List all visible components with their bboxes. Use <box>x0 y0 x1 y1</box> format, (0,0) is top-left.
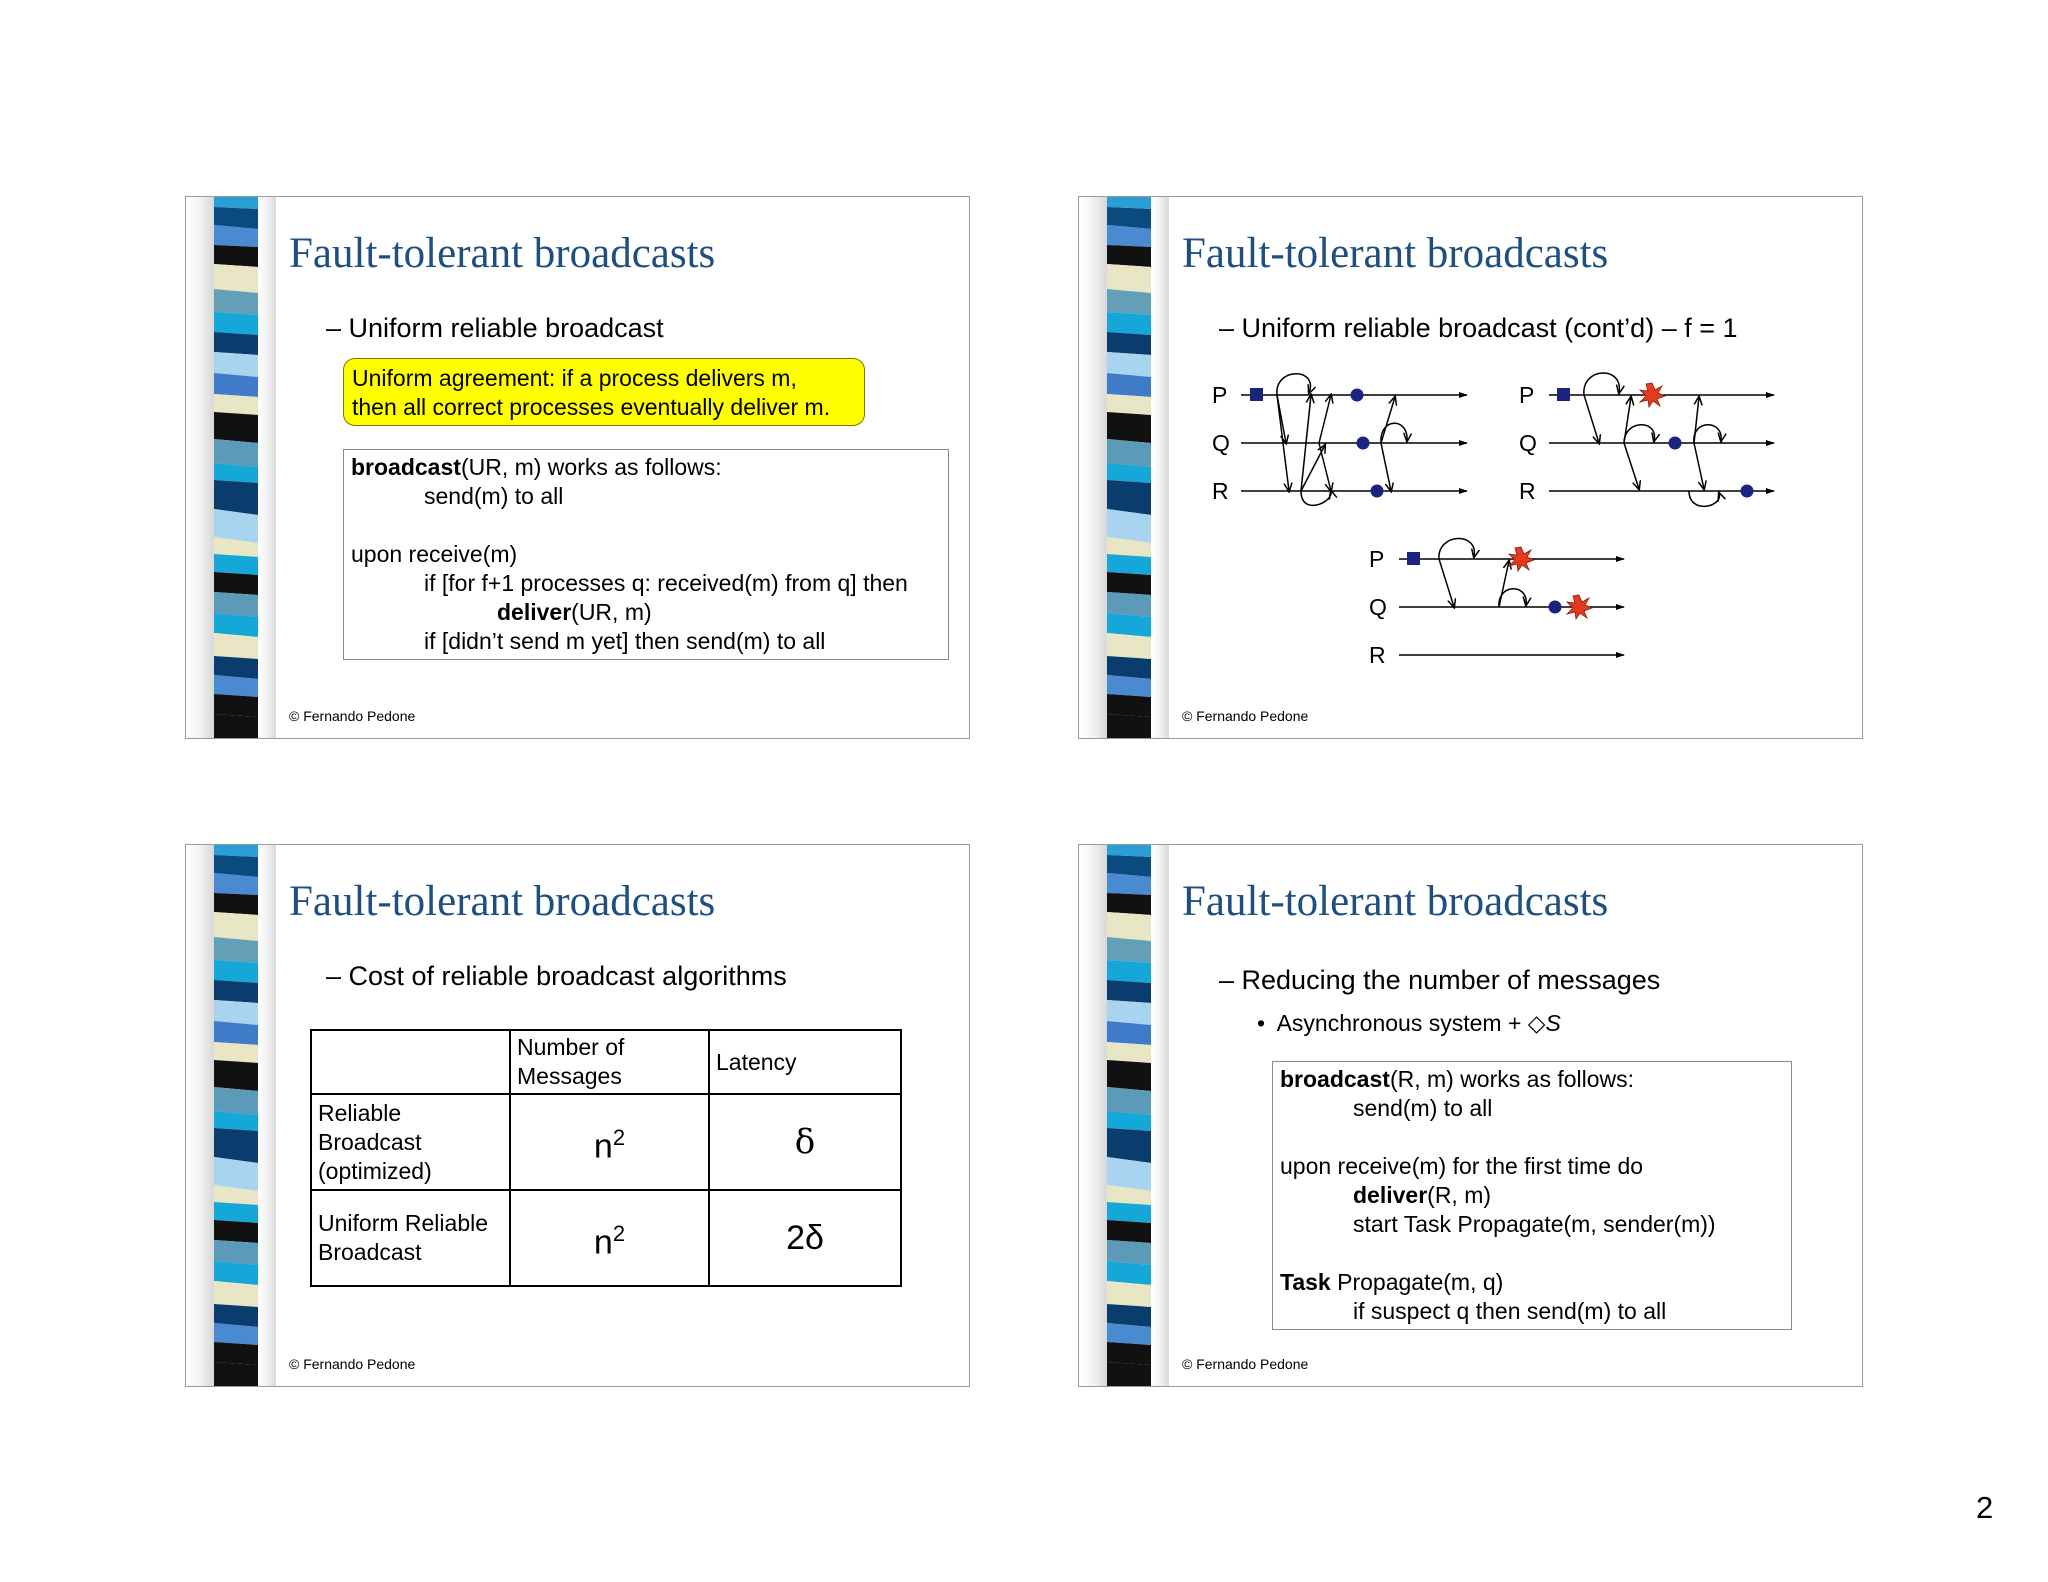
slide-title: Fault-tolerant broadcasts <box>289 230 716 277</box>
message-arrow <box>1439 559 1454 607</box>
code-line <box>1280 1065 1634 1094</box>
self-message-arrow <box>1584 373 1620 395</box>
message-arrow <box>1584 395 1599 443</box>
table-cell <box>311 1030 510 1094</box>
process-label-q: Q <box>1519 430 1537 456</box>
code-text: (R, m) works as follows: <box>1389 1066 1635 1092</box>
slide-title: Fault-tolerant broadcasts <box>1182 230 1609 277</box>
self-message-arrow <box>1439 538 1474 559</box>
bullet-dot: • <box>1257 1010 1266 1036</box>
slide-footer: © Fernando Pedone <box>289 1356 416 1372</box>
code-text: (UR, m) works as follows: <box>460 454 722 480</box>
self-message-arrow <box>1301 491 1331 505</box>
messages-cell <box>510 1094 709 1190</box>
process-label-p: P <box>1212 382 1228 408</box>
failure-detector-symbol: S <box>1545 1010 1561 1036</box>
bullet-item <box>1257 1010 1561 1037</box>
slide-footer: © Fernando Pedone <box>1182 708 1309 724</box>
process-label-r: R <box>1519 478 1536 504</box>
messages-base: n <box>593 1127 613 1166</box>
callout-line: Uniform agreement: if a process delivers m, <box>352 365 797 391</box>
algorithm-box <box>343 449 949 660</box>
table-row-label: Reliable Broadcast (optimized) <box>311 1094 510 1190</box>
deliver-event-dot <box>1357 437 1370 450</box>
slide-uniform-reliable-broadcast <box>185 196 970 739</box>
self-message-arrow <box>1624 425 1654 443</box>
process-label-p: P <box>1369 546 1385 572</box>
decorative-stripe-bar <box>1079 845 1169 1386</box>
table-header-cell: Latency <box>709 1030 901 1094</box>
message-arrow <box>1624 443 1639 489</box>
code-text: Propagate(m, q) <box>1330 1269 1504 1295</box>
broadcast-start-marker <box>1250 388 1263 401</box>
slide-subtitle: – Uniform reliable broadcast <box>326 313 664 343</box>
process-label-p: P <box>1519 382 1535 408</box>
messages-exponent: 2 <box>612 1124 626 1150</box>
slide-subtitle: – Uniform reliable broadcast (cont’d) – f = 1 <box>1219 313 1738 343</box>
messages-base: n <box>593 1223 613 1262</box>
code-line: if [for f+1 processes q: received(m) from q] then <box>424 570 908 596</box>
slide-title: Fault-tolerant broadcasts <box>1182 878 1609 925</box>
message-arrow <box>1319 443 1331 491</box>
code-line: if suspect q then send(m) to all <box>1353 1298 1667 1324</box>
self-message-arrow <box>1381 423 1407 443</box>
messages-cell <box>510 1190 709 1286</box>
keyword-broadcast: broadcast <box>351 454 461 480</box>
code-line: if [didn’t send m yet] then send(m) to all <box>424 628 826 654</box>
slide-subtitle: – Cost of reliable broadcast algorithms <box>326 961 787 991</box>
keyword-deliver: deliver <box>1353 1182 1428 1208</box>
table-row <box>311 1190 901 1286</box>
deliver-event-dot <box>1669 437 1682 450</box>
keyword-task: Task <box>1280 1269 1331 1295</box>
callout-line: then all correct processes eventually deliver m. <box>352 394 831 420</box>
message-arrow <box>1381 397 1395 443</box>
self-message-arrow <box>1694 425 1721 443</box>
diamond-symbol: ◇ <box>1527 1010 1546 1036</box>
latency-cell: δ <box>709 1094 901 1190</box>
message-arrow <box>1694 443 1704 489</box>
algorithm-box <box>1272 1061 1792 1330</box>
keyword-broadcast: broadcast <box>1280 1066 1390 1092</box>
uniform-agreement-callout <box>343 358 865 426</box>
self-message-arrow <box>1689 491 1719 506</box>
deliver-event-dot <box>1741 485 1754 498</box>
code-line: send(m) to all <box>1353 1095 1493 1121</box>
bullet-text: Asynchronous system + <box>1276 1010 1528 1036</box>
code-text: (UR, m) <box>571 599 652 625</box>
code-line: upon receive(m) for the first time do <box>1280 1153 1644 1179</box>
slide-uniform-reliable-broadcast-contd <box>1078 196 1863 739</box>
process-label-q: Q <box>1369 594 1387 620</box>
slide-cost-of-reliable-broadcast <box>185 844 970 1387</box>
code-text: (R, m) <box>1427 1182 1492 1208</box>
messages-exponent: 2 <box>612 1220 626 1246</box>
keyword-deliver: deliver <box>497 599 572 625</box>
slide-footer: © Fernando Pedone <box>289 708 416 724</box>
deliver-event-dot <box>1371 485 1384 498</box>
page-number: 2 <box>1976 1490 1994 1525</box>
latency-cell: 2δ <box>709 1190 901 1286</box>
table-header-row <box>311 1030 901 1094</box>
message-arrow <box>1499 561 1509 607</box>
deliver-event-dot <box>1549 601 1562 614</box>
slide-reducing-messages <box>1078 844 1863 1387</box>
code-line: send(m) to all <box>424 483 564 509</box>
process-label-r: R <box>1369 642 1386 668</box>
message-arrow <box>1381 443 1391 491</box>
broadcast-start-marker <box>1407 552 1420 565</box>
code-line <box>1280 1268 1503 1297</box>
slide-footer: © Fernando Pedone <box>1182 1356 1309 1372</box>
slide-subtitle: – Reducing the number of messages <box>1219 965 1661 995</box>
broadcast-start-marker <box>1557 388 1570 401</box>
code-line: start Task Propagate(m, sender(m)) <box>1353 1211 1716 1237</box>
cost-table <box>310 1029 902 1287</box>
deliver-event-dot <box>1351 389 1364 402</box>
process-label-q: Q <box>1212 430 1230 456</box>
execution-diagrams <box>1079 197 1862 738</box>
decorative-stripe-bar <box>186 197 276 738</box>
table-row <box>311 1094 901 1190</box>
message-arrow <box>1319 395 1331 443</box>
message-arrow <box>1624 397 1631 443</box>
code-line <box>1353 1181 1491 1210</box>
code-line <box>497 598 652 627</box>
process-label-r: R <box>1212 478 1229 504</box>
decorative-stripe-bar <box>186 845 276 1386</box>
table-header-cell: Number of Messages <box>510 1030 709 1094</box>
table-row-label: Uniform Reliable Broadcast <box>311 1190 510 1286</box>
self-message-arrow <box>1277 374 1311 395</box>
code-line <box>351 453 722 482</box>
code-line: upon receive(m) <box>351 541 518 567</box>
slide-title: Fault-tolerant broadcasts <box>289 878 716 925</box>
